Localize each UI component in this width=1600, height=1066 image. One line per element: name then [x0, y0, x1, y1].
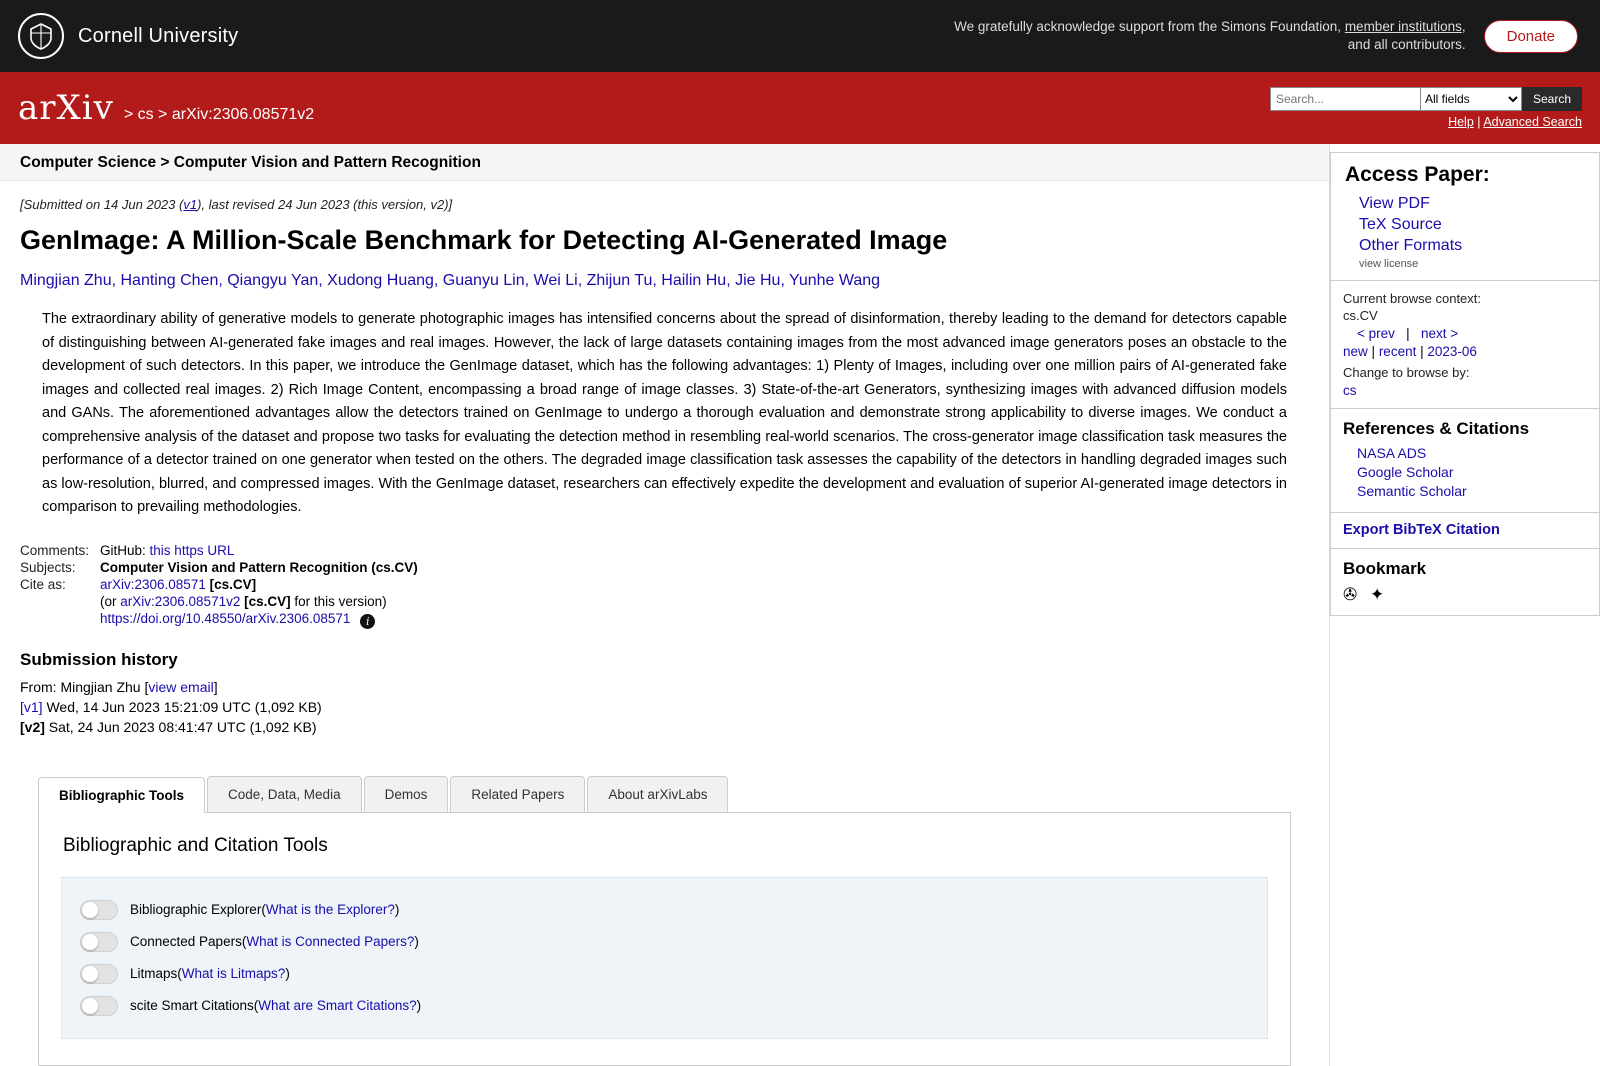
donate-button[interactable]: Donate — [1484, 20, 1578, 53]
search-scope-select[interactable] — [1420, 87, 1522, 111]
spacer-cell — [20, 610, 100, 630]
v1-datetime: Wed, 14 Jun 2023 15:21:09 UTC (1,092 KB) — [46, 699, 322, 716]
from-suffix: ] — [213, 678, 218, 695]
cite-as-label: Cite as: — [20, 576, 66, 592]
submission-dateline — [20, 197, 1309, 212]
table-row — [20, 559, 418, 576]
nav-separator: | — [1371, 344, 1376, 359]
cornell-brand[interactable] — [18, 13, 238, 59]
metadata-table — [20, 542, 418, 630]
browse-context-value: cs.CV — [1343, 308, 1378, 323]
search-input[interactable] — [1270, 87, 1420, 111]
tool-label — [130, 902, 399, 917]
submission-history-heading: Submission history — [20, 649, 178, 669]
v1-version-link[interactable]: [v1] — [20, 699, 43, 716]
cornell-seal-icon — [18, 13, 64, 59]
doi-link[interactable]: https://doi.org/10.48550/arXiv.2306.08571 — [100, 610, 351, 626]
arxiv-version-link[interactable]: arXiv:2306.08571v2 — [120, 593, 241, 609]
google-scholar-link[interactable]: Google Scholar — [1357, 464, 1454, 480]
view-pdf-link[interactable]: View PDF — [1359, 195, 1430, 212]
what-is-explorer-link[interactable]: What is the Explorer? — [265, 902, 395, 918]
page-title: GenImage: A Million-Scale Benchmark for Detecting AI-Generated Image — [20, 225, 948, 255]
version-history-v2 — [20, 717, 1309, 737]
version-prefix: (or — [100, 593, 121, 609]
member-institutions-link[interactable]: member institutions — [1344, 18, 1462, 34]
dateline-suffix: ), last revised 24 Jun 2023 (this version, v2)] — [197, 197, 453, 212]
paper-content — [0, 144, 1330, 1066]
arxiv-header — [0, 72, 1600, 144]
v2-version-label: [v2] — [20, 719, 45, 736]
arxiv-id-link[interactable]: arXiv:2306.08571 — [100, 576, 206, 592]
dateline-prefix: [Submitted on 14 Jun 2023 ( — [20, 197, 184, 212]
cite-as-value — [100, 576, 418, 593]
paren-close: ) — [285, 966, 290, 982]
litmaps-toggle[interactable] — [80, 964, 118, 984]
doi-value — [100, 610, 418, 630]
ack-suffix: , and all contributors. — [1347, 18, 1466, 52]
header-help-links — [1448, 115, 1582, 129]
version-category: [cs.CV] — [244, 593, 291, 609]
author-list — [20, 272, 1309, 290]
cornell-banner — [0, 0, 1600, 72]
tab-about-arxivlabs[interactable]: About arXivLabs — [587, 776, 728, 812]
spacer-cell — [20, 593, 100, 610]
acknowledgement-text — [946, 18, 1466, 54]
what-are-smart-citations-link[interactable]: What are Smart Citations? — [258, 998, 417, 1014]
semantic-scholar-link[interactable]: Semantic Scholar — [1357, 483, 1467, 499]
right-sidebar — [1330, 144, 1600, 1066]
connected-papers-toggle[interactable] — [80, 932, 118, 952]
bibliographic-explorer-toggle[interactable] — [80, 900, 118, 920]
list-item — [80, 926, 1249, 958]
browse-cs-link[interactable]: cs — [1343, 383, 1357, 398]
comments-value — [100, 542, 418, 559]
bookmark-icons[interactable]: ✇ ✦ — [1343, 585, 1389, 604]
list-item — [80, 958, 1249, 990]
advanced-search-link[interactable]: Advanced Search — [1483, 115, 1582, 129]
paren-open: ( — [253, 998, 259, 1014]
cornell-university-label: Cornell University — [78, 24, 239, 47]
github-link[interactable]: this https URL — [149, 542, 235, 558]
tab-demos[interactable]: Demos — [364, 776, 449, 812]
tool-name: Connected Papers — [130, 934, 242, 950]
tex-source-link[interactable]: TeX Source — [1359, 216, 1442, 233]
panel-title: Bibliographic and Citation Tools — [63, 834, 328, 856]
ack-prefix: We gratefully acknowledge support from the Simons Foundation, — [954, 18, 1345, 34]
recent-link[interactable]: recent — [1378, 344, 1417, 359]
export-bibtex-link[interactable]: Export BibTeX Citation — [1343, 522, 1500, 538]
tool-toggle-group — [61, 877, 1268, 1039]
search-button[interactable]: Search — [1522, 87, 1582, 111]
version-history-v1 — [20, 697, 1309, 717]
paren-open: ( — [261, 902, 266, 918]
bookmark-title: Bookmark — [1343, 559, 1427, 578]
authors-link[interactable]: Mingjian Zhu, Hanting Chen, Qiangyu Yan, Xudong Huang, Guanyu Lin, Wei Li, Zhijun Tu, Hailin Hu, Jie Hu, Yunhe Wang — [20, 272, 881, 290]
help-link[interactable]: Help — [1448, 115, 1474, 129]
arxiv-logo[interactable]: arXiv — [18, 88, 114, 128]
breadcrumb: > cs > arXiv:2306.08571v2 — [123, 106, 315, 123]
table-row — [20, 610, 418, 630]
comments-prefix: GitHub: — [100, 542, 146, 558]
browse-context-box — [1330, 281, 1600, 409]
access-paper-box — [1330, 152, 1600, 281]
prev-link[interactable]: < prev — [1357, 326, 1395, 341]
labs-tabs-section — [38, 776, 1291, 1066]
links-separator: | — [1477, 115, 1481, 129]
tool-label — [130, 934, 419, 949]
list-item — [80, 894, 1249, 926]
table-row — [20, 576, 418, 593]
change-browse-label: Change to browse by: — [1343, 365, 1470, 380]
new-link[interactable]: new — [1343, 344, 1368, 359]
export-bibtex-box — [1330, 513, 1600, 549]
from-label: From: Mingjian Zhu [ — [20, 678, 149, 695]
cite-category: [cs.CV] — [209, 576, 257, 592]
paren-open: ( — [177, 966, 182, 982]
paren-close: ) — [416, 998, 422, 1014]
v2-datetime: Sat, 24 Jun 2023 08:41:47 UTC (1,092 KB) — [48, 719, 317, 736]
change-browse-value — [1343, 383, 1587, 398]
new-recent-nav — [1343, 344, 1587, 359]
next-link[interactable]: next > — [1420, 326, 1459, 341]
version-value — [100, 593, 418, 610]
tool-name: Bibliographic Explorer — [130, 902, 262, 918]
subjects-label: Subjects: — [20, 559, 76, 575]
tab-code-data-media[interactable]: Code, Data, Media — [207, 776, 362, 812]
table-row — [20, 593, 418, 610]
references-title: References & Citations — [1343, 419, 1530, 438]
other-formats-link[interactable]: Other Formats — [1359, 237, 1463, 254]
list-item — [80, 990, 1249, 1022]
month-link[interactable]: 2023-06 — [1427, 344, 1477, 359]
table-row — [20, 542, 418, 559]
tool-label — [130, 998, 421, 1013]
nav-separator: | — [1420, 344, 1424, 359]
scite-smart-citations-toggle[interactable] — [80, 996, 118, 1016]
comments-label: Comments: — [20, 542, 90, 558]
info-icon[interactable]: i — [360, 614, 375, 629]
access-paper-title: Access Paper: — [1345, 163, 1490, 186]
subjects-value: Computer Vision and Pattern Recognition (cs.CV) — [100, 559, 418, 575]
tool-name: Litmaps — [130, 966, 178, 982]
tab-bibliographic-tools[interactable]: Bibliographic Tools — [38, 777, 205, 813]
submitter-line — [20, 677, 1309, 697]
paren-close: ) — [394, 902, 400, 918]
what-is-connected-papers-link[interactable]: What is Connected Papers? — [246, 934, 415, 950]
version-suffix: for this version) — [290, 593, 387, 609]
paren-open: ( — [241, 934, 247, 950]
view-license-link[interactable]: view license — [1359, 258, 1419, 270]
tool-name: scite Smart Citations — [130, 998, 254, 1014]
v1-link[interactable]: v1 — [183, 197, 198, 212]
what-is-litmaps-link[interactable]: What is Litmaps? — [181, 966, 286, 982]
browse-context-label: Current browse context: — [1343, 291, 1482, 306]
paren-close: ) — [414, 934, 419, 950]
subject-breadcrumb: Computer Science > Computer Vision and Pattern Recognition — [0, 144, 1329, 181]
nasa-ads-link[interactable]: NASA ADS — [1357, 445, 1427, 461]
tab-panel-bibliographic-tools — [38, 812, 1291, 1066]
prev-next-nav — [1357, 326, 1587, 341]
nav-separator: | — [1406, 326, 1410, 341]
abstract-text: The extraordinary ability of generative models to generate photographic images has intensified concerns about the spread of disinformation, thereby leading to the demand for detectors capable of distinguishing between AI-generated fake images and real images. However, the lack of large datasets containing images from the most advanced image generators poses an obstacle to the development of such detectors. In this paper, we introduce the GenImage dataset, which has the following advantages: 1) Plenty of Images, including over one million pairs of AI-generated fake images and collected real images. 2) Rich Image Content, encompassing a broad range of image classes. 3) State-of-the-art Generators, synthesizing images with advanced diffusion models and GANs. The aforementioned advantages allow the detectors trained on GenImage to undergo a thorough evaluation and demonstrate strong applicability to diverse images. We conduct a comprehensive analysis of the dataset and propose two tasks for evaluating the detection method in resembling real-world scenarios. The cross-generator image classification task measures the performance of a detector trained on one generator when tested on the others. The degraded image classification task assesses the capability of the detectors in handling degraded images such as low-resolution, blurred, and compressed images. With the GenImage dataset, researchers can effectively expedite the development and evaluation of superior AI-generated image detectors in comparison to prevailing methodologies. — [42, 311, 1287, 516]
tab-list — [38, 776, 1291, 812]
references-citations-box — [1330, 409, 1600, 513]
view-email-link[interactable]: view email — [148, 678, 214, 695]
tool-label — [130, 966, 290, 981]
tab-related-papers[interactable]: Related Papers — [450, 776, 585, 812]
bookmark-box — [1330, 549, 1600, 616]
